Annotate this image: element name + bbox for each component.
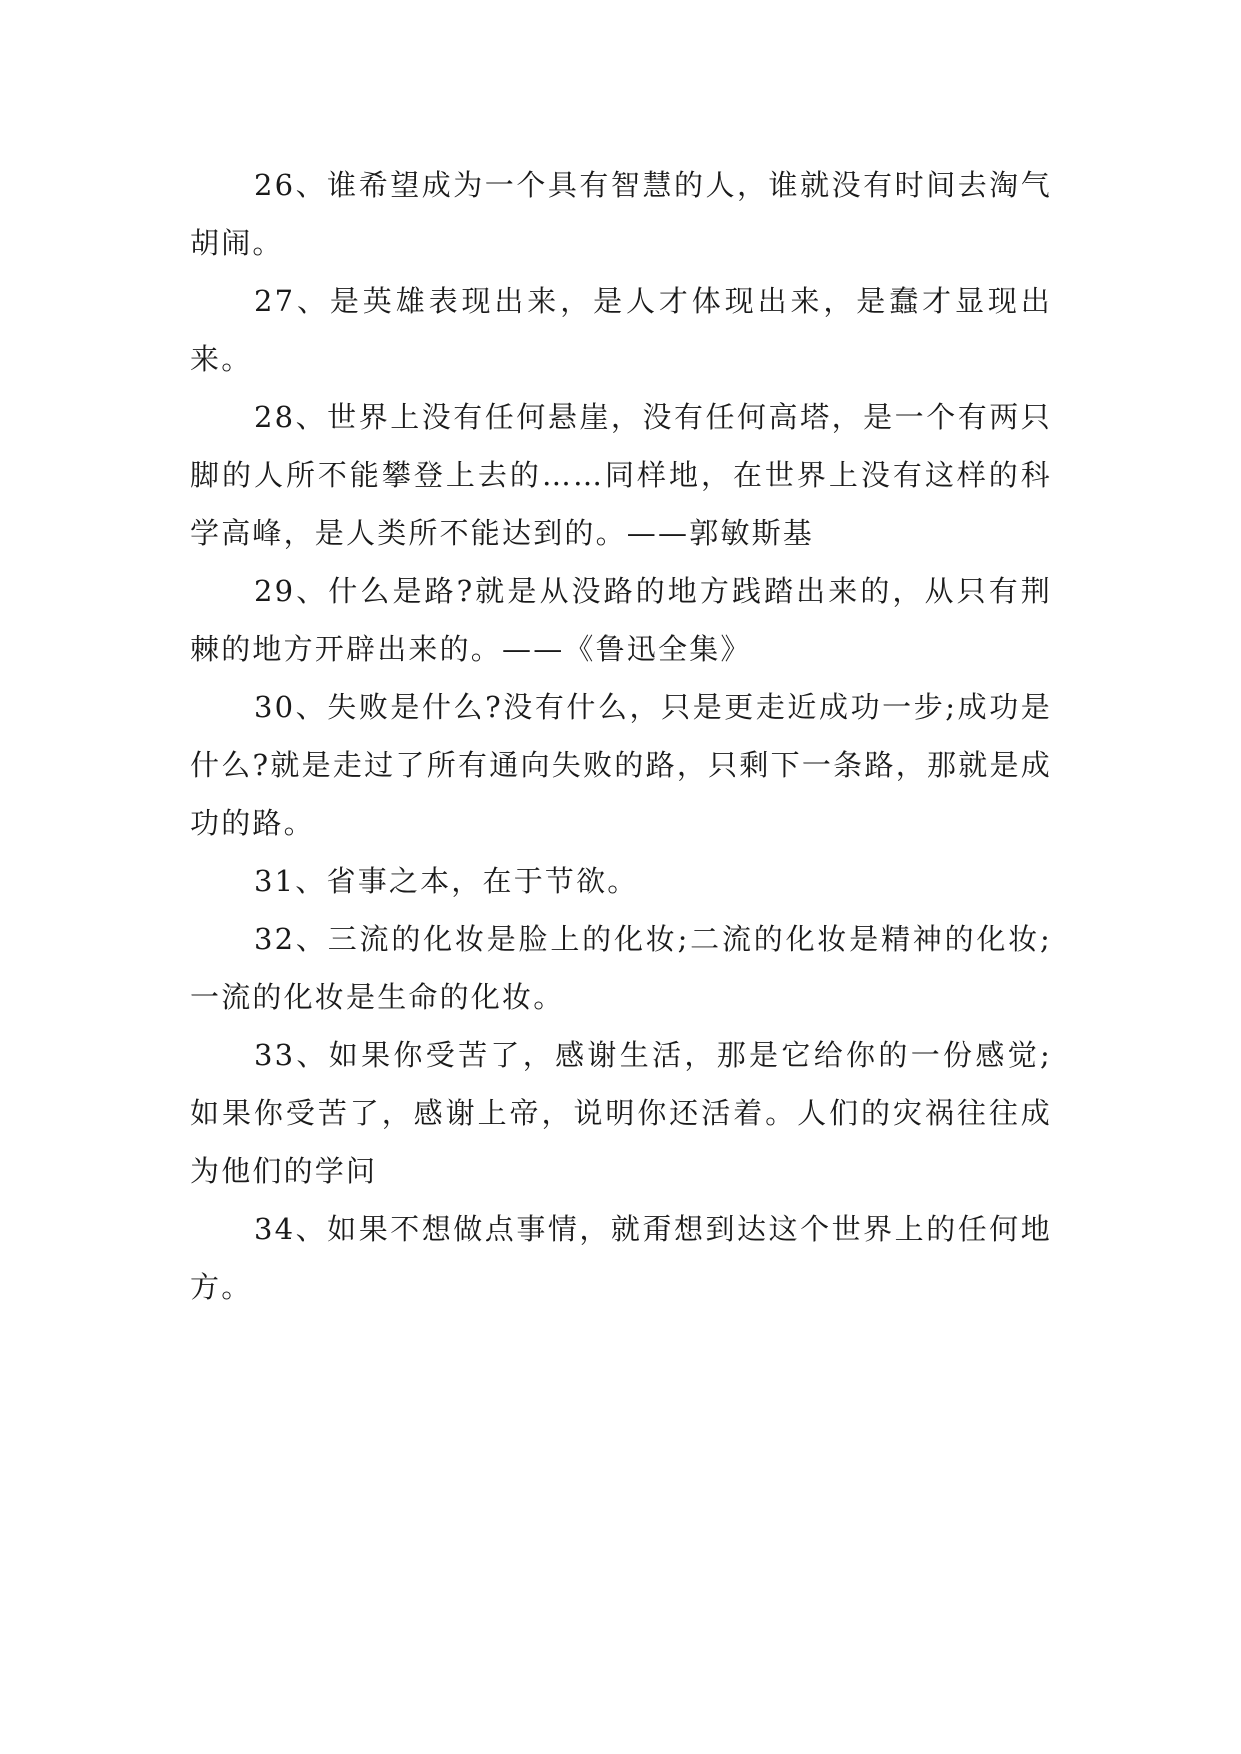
quote-paragraph-33: 33、如果你受苦了，感谢生活，那是它给你的一份感觉;如果你受苦了，感谢上帝，说明你还活着。人们的灾祸往往成为他们的学问 — [190, 1038, 1052, 1188]
quote-paragraph-29: 29、什么是路?就是从没路的地方践踏出来的，从只有荆棘的地方开辟出来的。——《鲁迅全集》 — [190, 574, 1052, 666]
quote-paragraph-26: 26、谁希望成为一个具有智慧的人，谁就没有时间去淘气胡闹。 — [190, 168, 1052, 260]
quote-paragraph-27: 27、是英雄表现出来，是人才体现出来，是蠢才显现出来。 — [190, 284, 1052, 376]
quote-paragraph-28: 28、世界上没有任何悬崖，没有任何高塔，是一个有两只脚的人所不能攀登上去的……同样地，在世界上没有这样的科学高峰，是人类所不能达到的。——郭敏斯基 — [190, 400, 1052, 550]
quote-paragraph-32: 32、三流的化妆是脸上的化妆;二流的化妆是精神的化妆;一流的化妆是生命的化妆。 — [190, 922, 1052, 1014]
quote-paragraph-30: 30、失败是什么?没有什么，只是更走近成功一步;成功是什么?就是走过了所有通向失败的路，只剩下一条路，那就是成功的路。 — [190, 690, 1052, 840]
document-body — [190, 156, 1052, 1316]
quote-paragraph-31: 31、省事之本，在于节欲。 — [254, 864, 639, 898]
quote-paragraph-34: 34、如果不想做点事情，就甭想到达这个世界上的任何地方。 — [190, 1212, 1052, 1304]
